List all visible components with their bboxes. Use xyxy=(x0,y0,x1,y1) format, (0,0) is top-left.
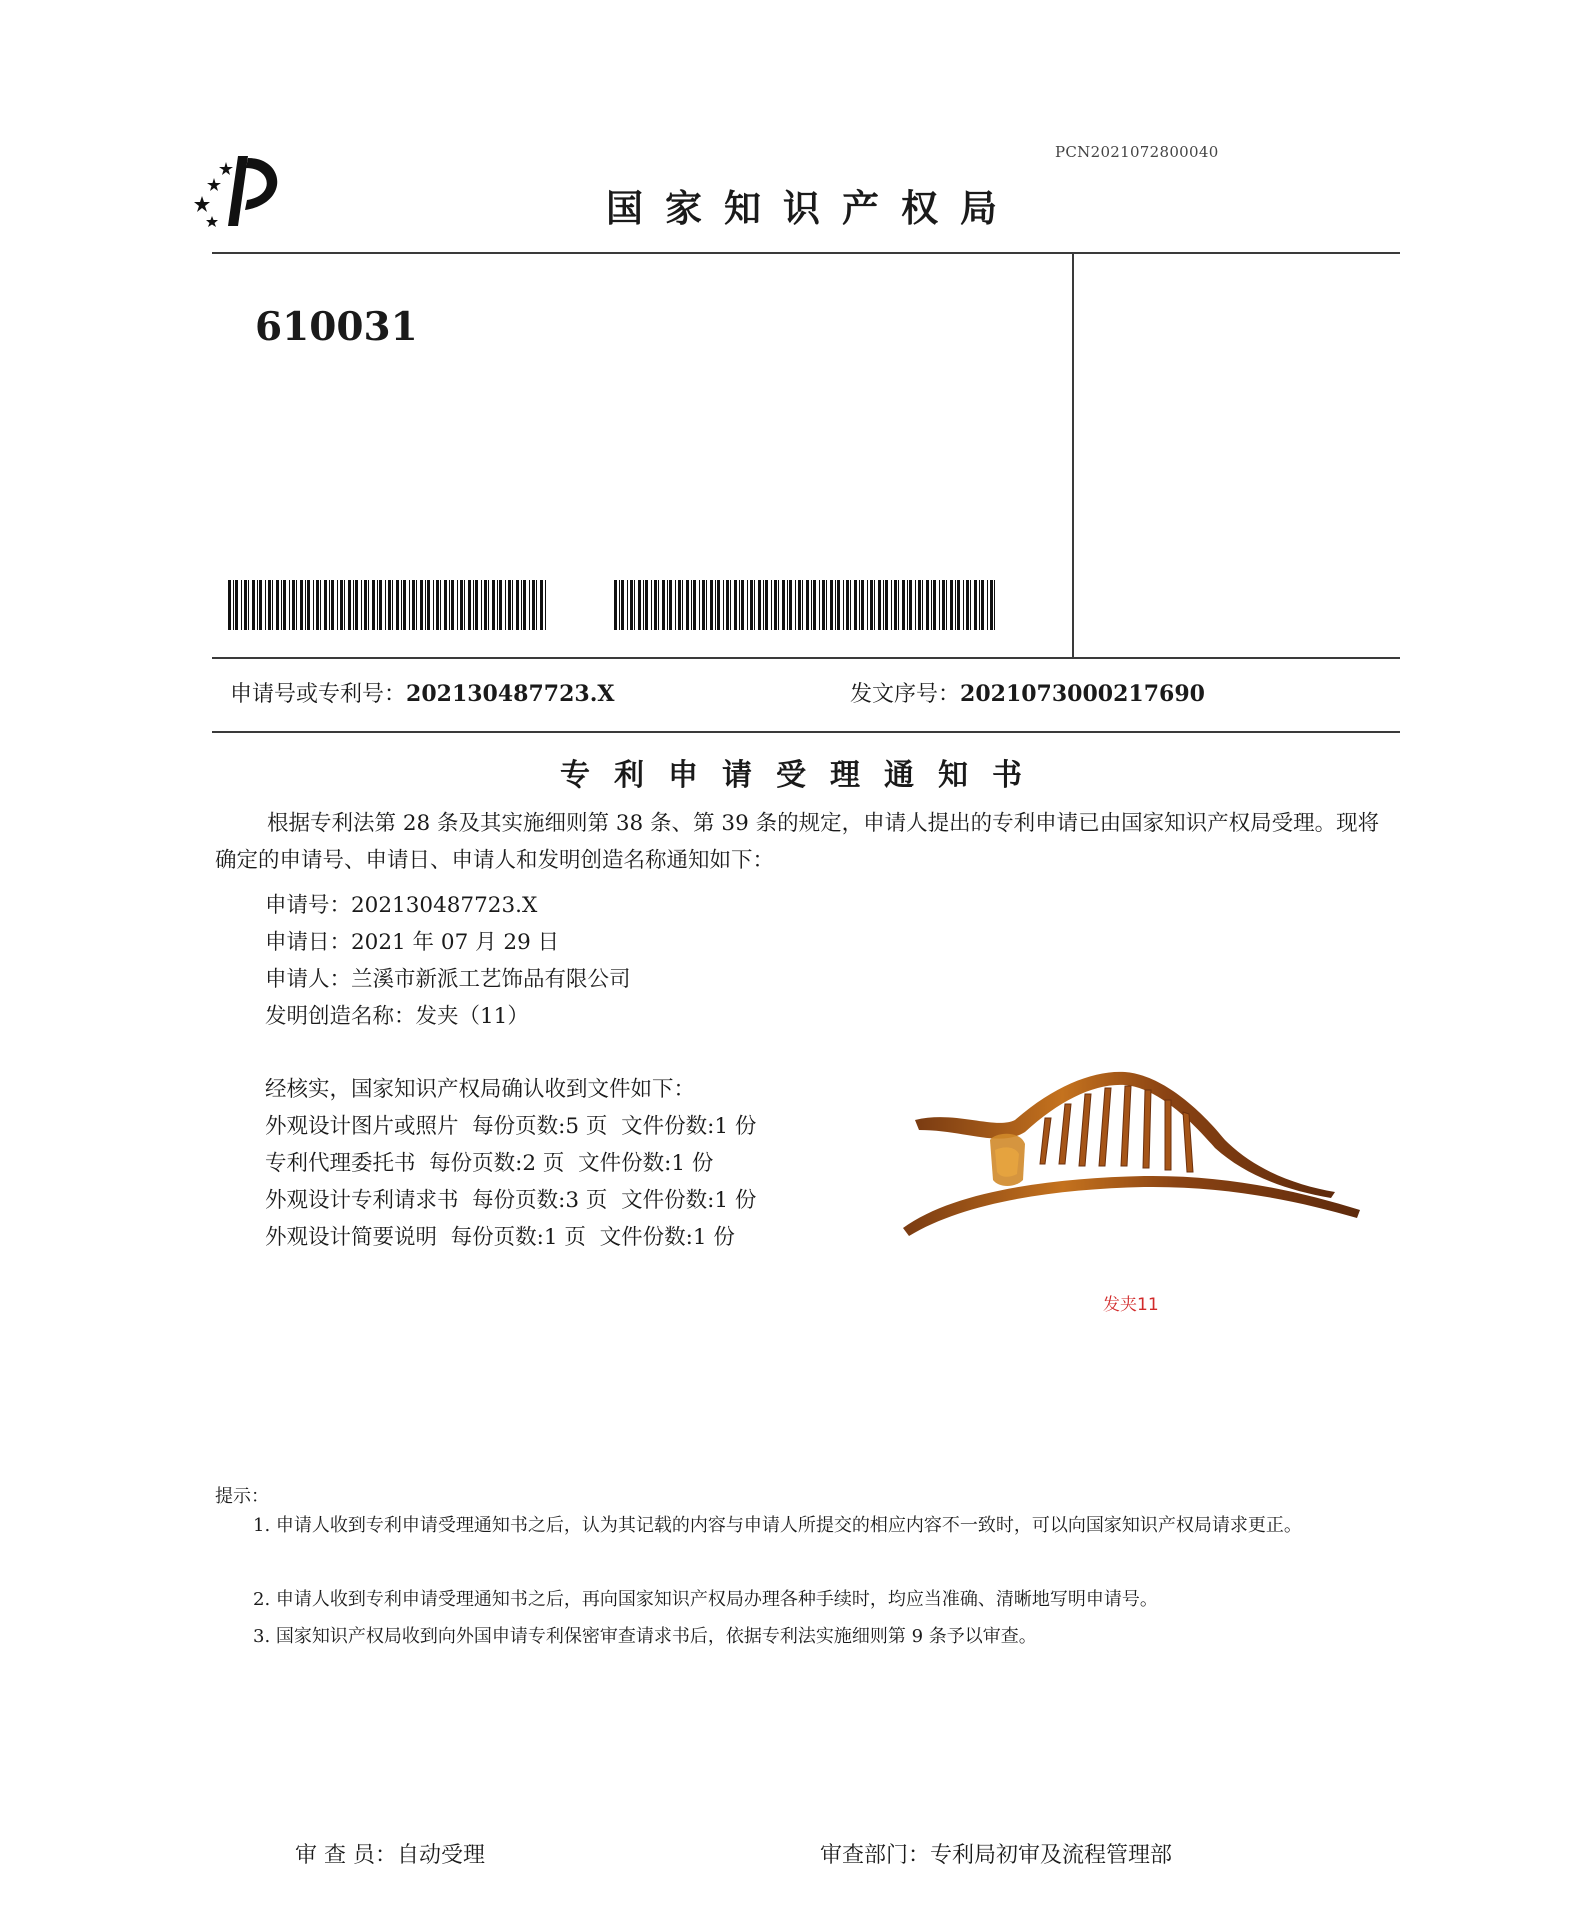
received-doc: 外观设计简要说明 每份页数:1 页 文件份数:1 份 xyxy=(265,1225,735,1250)
application-number-label: 申请号或专利号： xyxy=(230,682,407,707)
address-box-divider xyxy=(1072,254,1074,659)
dispatch-number-label: 发文序号： xyxy=(850,682,961,707)
received-doc: 专利代理委托书 每份页数:2 页 文件份数:1 份 xyxy=(265,1151,714,1176)
notice-title: 专利申请受理通知书 xyxy=(560,758,1046,793)
tip-item: 2. 申请人收到专利申请受理通知书之后，再向国家知识产权局办理各种手续时，均应当准确、清晰地写明申请号。 xyxy=(253,1589,1158,1610)
detail-applicant: 申请人：兰溪市新派工艺饰品有限公司 xyxy=(265,967,631,992)
tip-item: 3. 国家知识产权局收到向外国申请专利保密审查请求书后，依据专利法实施细则第 9 条予以审查。 xyxy=(253,1626,1037,1647)
received-intro: 经核实，国家知识产权局确认收到文件如下： xyxy=(265,1077,696,1102)
document-code: PCN2021072800040 xyxy=(1055,143,1219,161)
application-number-value: 202130487723.X xyxy=(406,681,615,707)
fields-divider xyxy=(212,731,1400,733)
application-number-field xyxy=(230,677,614,708)
figure-caption: 发夹11 xyxy=(1103,1295,1159,1315)
barcode-left xyxy=(228,580,546,630)
tip-item: 1. 申请人收到专利申请受理通知书之后，认为其记载的内容与申请人所提交的相应内容不一致时，可以向国家知识产权局请求更正。 xyxy=(253,1515,1302,1536)
hair-clip-image xyxy=(895,1060,1375,1260)
notice-intro: 根据专利法第 28 条及其实施细则第 38 条、第 39 条的规定，申请人提出的专利申请已由国家知识产权局受理。现将确定的申请号、申请日、申请人和发明创造名称通知如下： xyxy=(215,811,1380,873)
postcode: 610031 xyxy=(255,304,418,350)
barcode-divider xyxy=(212,657,1400,659)
detail-application-number: 申请号：202130487723.X xyxy=(265,893,538,918)
dispatch-number-field xyxy=(850,677,1205,708)
dispatch-number-value: 2021073000217690 xyxy=(960,681,1205,707)
department: 审查部门：专利局初审及流程管理部 xyxy=(820,1843,1173,1868)
examiner: 审 查 员：自动受理 xyxy=(295,1843,485,1868)
barcode-right xyxy=(614,580,996,630)
received-doc: 外观设计专利请求书 每份页数:3 页 文件份数:1 份 xyxy=(265,1188,757,1213)
agency-title: 国家知识产权局 xyxy=(606,187,1019,230)
received-doc: 外观设计图片或照片 每份页数:5 页 文件份数:1 份 xyxy=(265,1114,757,1139)
tips-heading: 提示： xyxy=(215,1486,269,1507)
top-divider xyxy=(212,252,1400,254)
detail-design-name: 发明创造名称：发夹（11） xyxy=(265,1004,529,1029)
cnipa-logo-icon xyxy=(190,148,300,233)
detail-application-date: 申请日：2021 年 07 月 29 日 xyxy=(265,930,560,955)
